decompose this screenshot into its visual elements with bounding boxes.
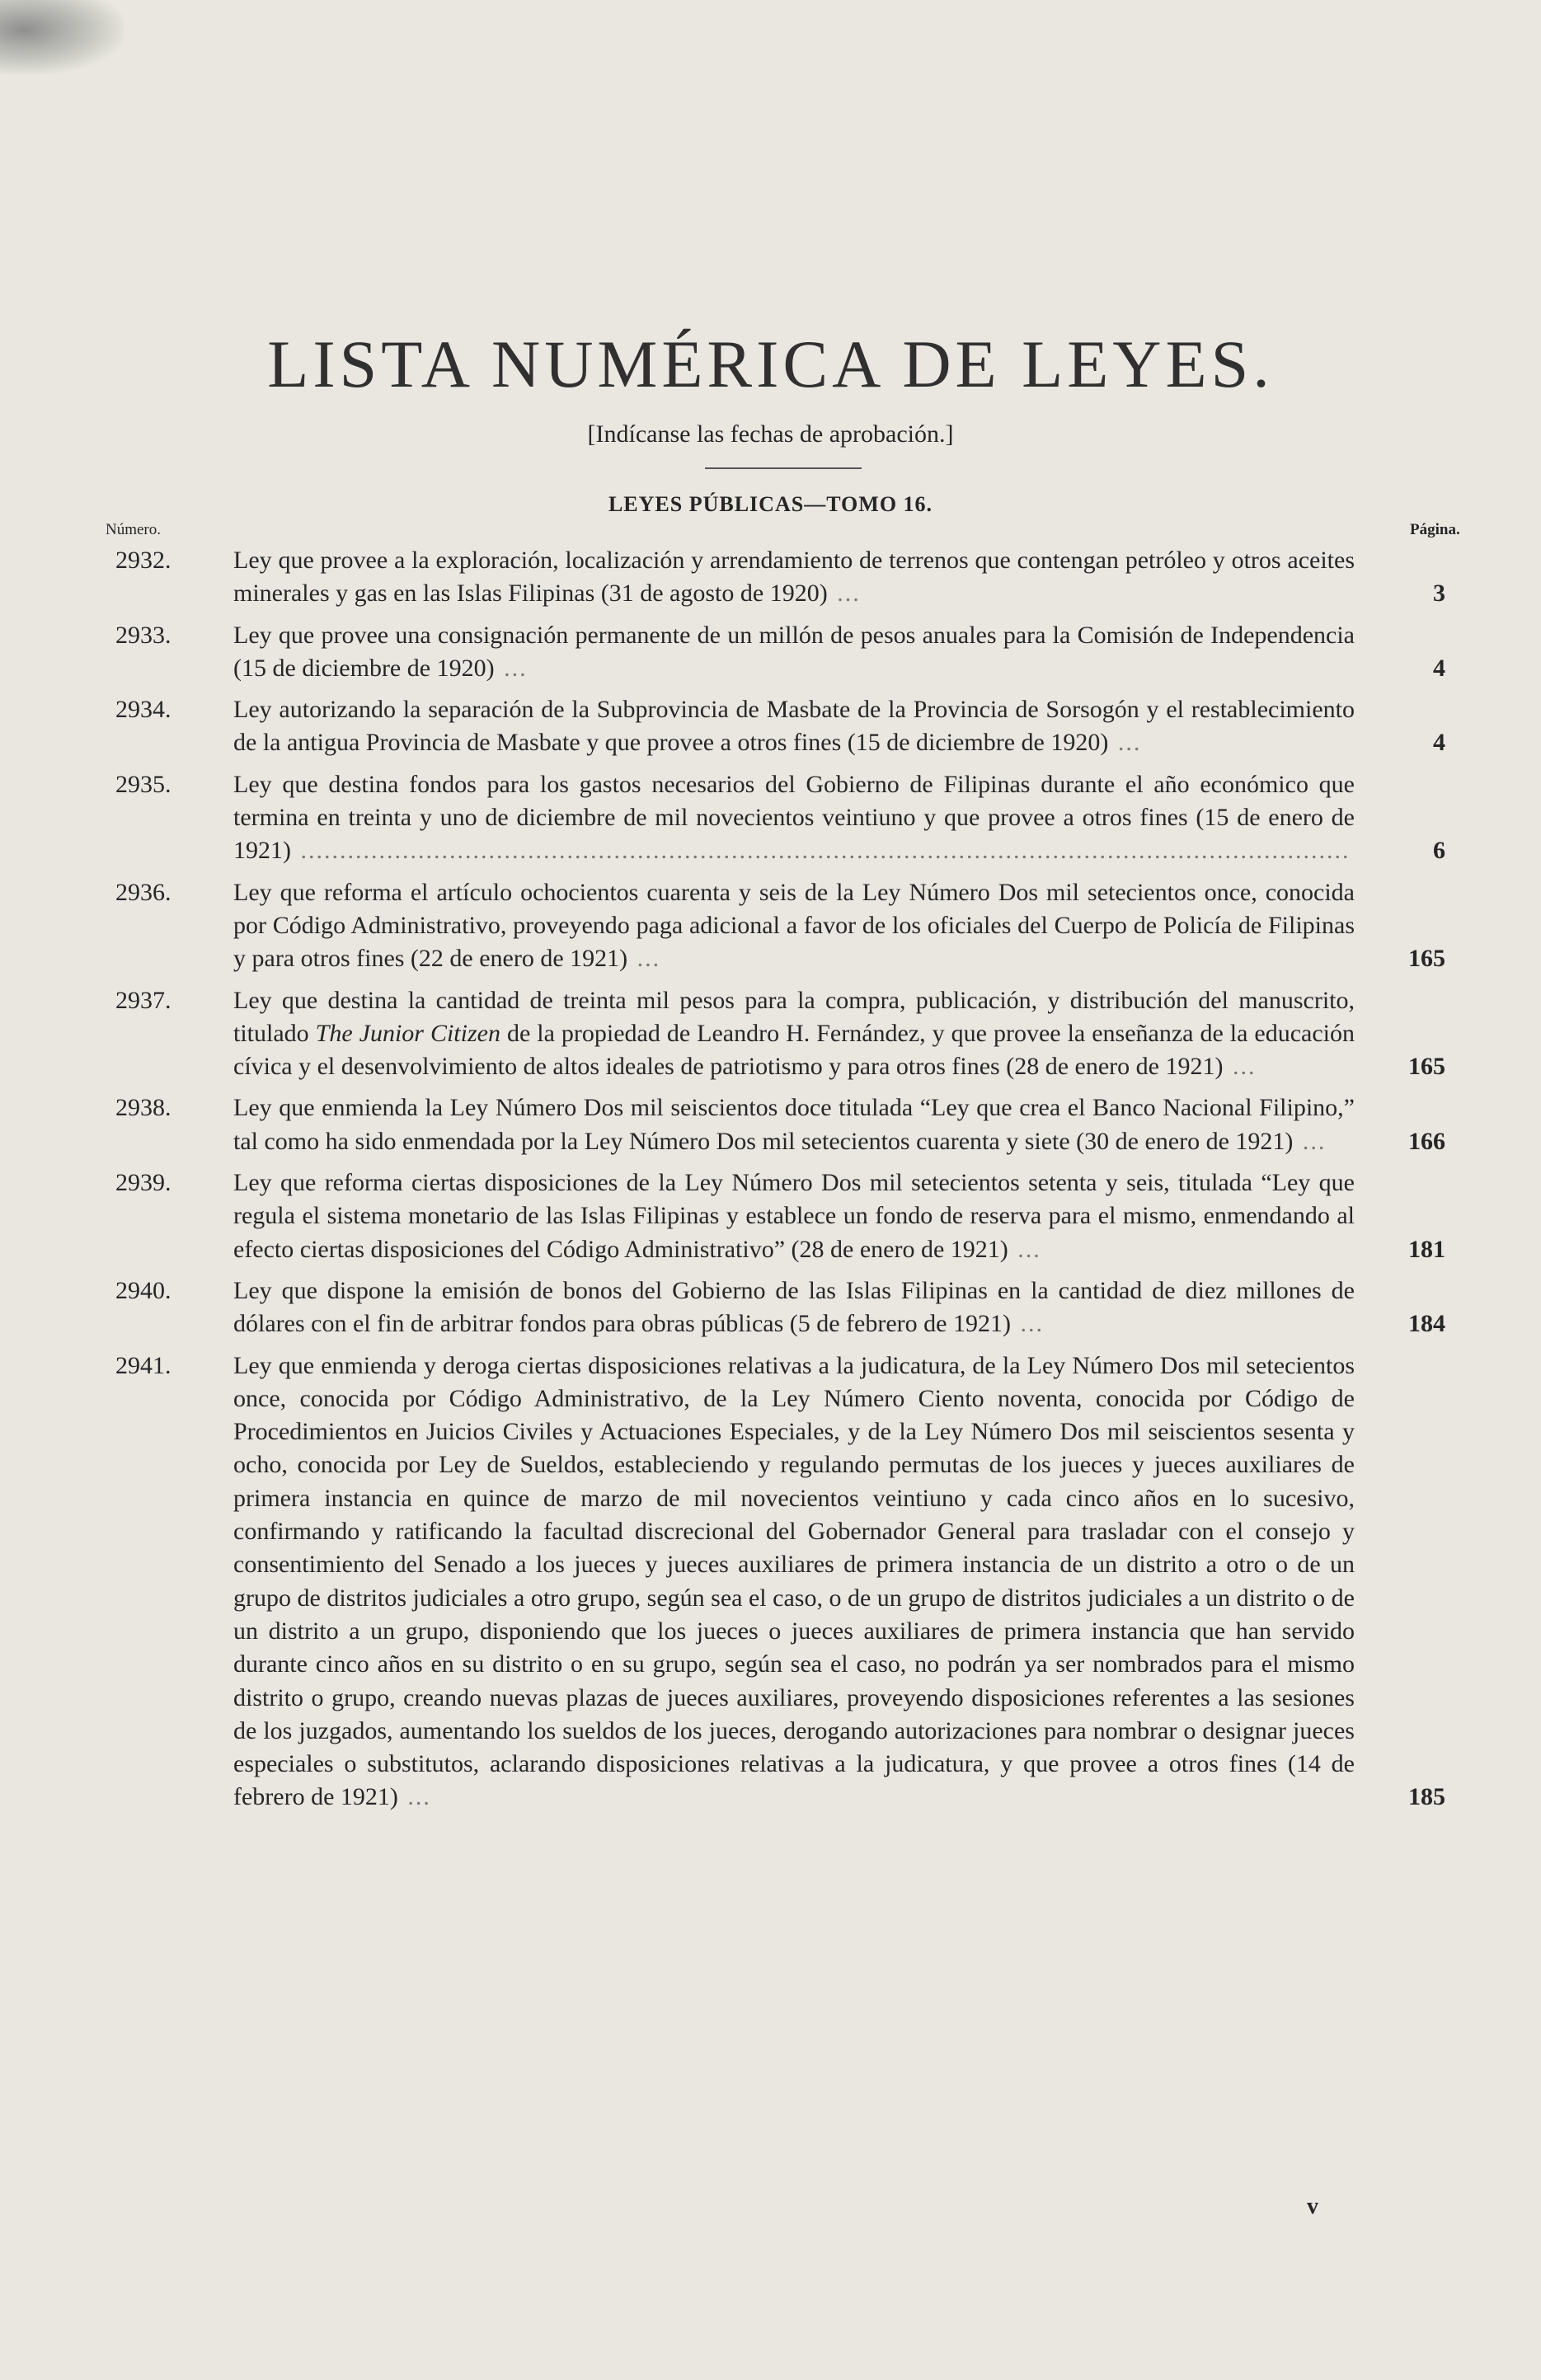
law-number: 2933. bbox=[115, 621, 171, 649]
law-entry bbox=[106, 619, 1445, 686]
law-page: 166 bbox=[1408, 1127, 1445, 1155]
law-page: 4 bbox=[1433, 729, 1445, 757]
law-description: Ley que dispone la emisión de bonos del Gobierno de las Islas Filipinas en la cantidad de diez millones de dólares con el fin de arbitrar fondos para obras públicas (5 de febrero de 1921) bbox=[233, 1276, 1355, 1338]
law-number: 2937. bbox=[115, 986, 171, 1014]
law-description: Ley autorizando la separación de la Subprovincia de Masbate de la Provincia de Sorsogón y el restablecimiento de la antigua Provincia de Masbate y que provee a otros fines (15 de diciembre de 1920) bbox=[233, 696, 1355, 757]
law-description: Ley que provee a la exploración, localización y arrendamiento de terrenos que contengan petróleo y otros aceites minerales y gas en las Islas Filipinas (31 de agosto de 1920) bbox=[233, 547, 1355, 608]
law-number: 2936. bbox=[115, 878, 171, 906]
law-list bbox=[106, 544, 1445, 1823]
law-number: 2938. bbox=[115, 1094, 171, 1122]
dot-leader: ...................................................................................................................................... bbox=[300, 837, 1351, 865]
section-heading: LEYES PÚBLICAS—TOMO 16. bbox=[608, 492, 933, 516]
law-page: 165 bbox=[1408, 945, 1445, 973]
law-number: 2940. bbox=[115, 1276, 171, 1304]
dot-leader: ... bbox=[407, 1783, 431, 1811]
law-description: Ley que destina fondos para los gastos necesarios del Gobierno de Filipinas durante el año económico que termina en treinta y uno de diciembre de mil novecientos veintiuno y que provee a otros fines (15 de enero de 1921) bbox=[233, 770, 1355, 865]
dot-leader: ... bbox=[504, 654, 528, 682]
law-entry bbox=[106, 1350, 1445, 1814]
column-header-number: Número. bbox=[106, 521, 162, 538]
dot-leader: ... bbox=[1117, 729, 1142, 757]
law-page: 181 bbox=[1408, 1235, 1445, 1263]
law-description: Ley que enmienda y deroga ciertas disposiciones relativas a la judicatura, de la Ley Número Dos mil setecientos once, conocida por Código Administrativo, de la Ley Número Ciento noventa, conocida por Código de Procedimientos en Juicios Civiles y Actuaciones Especiales, y de la Ley Número Dos mil seiscientos sesenta y ocho, conocida por Ley de Sueldos, estableciendo y regulando permutas de los jueces y jueces auxiliares de primera instancia en quince de marzo de mil novecientos veintiuno y cada cinco años en lo sucesivo, confirmando y ratificando la facultad discrecional del Gobernador General para trasladar con el consejo y consentimiento del Senado a los jueces y jueces auxiliares de primera instancia de un distrito a otro o de un grupo de distritos judiciales a otro grupo, según sea el caso, o de un grupo de distritos judiciales a un distrito o de un distrito a un grupo, disponiendo que los jueces o jueces auxiliares de primera instancia que han servido durante cinco años en su distrito o en su grupo, según sea el caso, no podrán ya ser nombrados para el mismo distrito o grupo, creando nuevas plazas de jueces auxiliares, proveyendo disposiciones referentes a las sesiones de los juzgados, aumentando los sueldos de los jueces, derogando autorizaciones para nombrar o designar jueces especiales o substitutos, aclarando disposiciones relativas a la judicatura, y que provee a otros fines (14 de febrero de 1921) bbox=[233, 1351, 1355, 1811]
law-description-start: Ley que destina la cantidad de treinta mil pesos para la compra, publicación, y distribución del manuscrito, titulado bbox=[233, 986, 1355, 1047]
law-description: Ley que enmienda la Ley Número Dos mil seiscientos doce titulada “Ley que crea el Banco Nacional Filipino,” tal como ha sido enmendada por la Ley Número Dos mil setecientos cuarenta y siete (30 de enero de 1921) bbox=[233, 1094, 1355, 1155]
dot-leader: ... bbox=[637, 945, 661, 973]
law-description bbox=[233, 987, 1355, 1081]
law-description: Ley que reforma el artículo ochocientos cuarenta y seis de la Ley Número Dos mil setecientos once, conocida por Código Administrativo, proveyendo paga adicional a favor de los oficiales del Cuerpo de Policía de Filipinas y para otros fines (22 de enero de 1921) bbox=[233, 878, 1355, 973]
page-title: LISTA NUMÉRICA DE LEYES. bbox=[267, 326, 1274, 401]
law-page: 185 bbox=[1408, 1783, 1445, 1811]
law-entry bbox=[106, 693, 1445, 760]
dot-leader: ... bbox=[1302, 1127, 1327, 1155]
law-description-end: de la propiedad de Leandro H. Fernández, y que provee la enseñanza de la educación cívica y el desenvolvimiento de altos ideales de patriotismo y para otros fines (28 de enero de 1921) bbox=[233, 1019, 1355, 1081]
law-entry bbox=[106, 768, 1445, 868]
law-number: 2941. bbox=[115, 1351, 171, 1379]
law-description: Ley que provee una consignación permanente de un millón de pesos anuales para la Comisión de Independencia (15 de diciembre de 1920) bbox=[233, 621, 1355, 682]
title-rule bbox=[705, 467, 862, 469]
law-entry bbox=[106, 1274, 1445, 1341]
law-page: 184 bbox=[1408, 1310, 1445, 1338]
law-entry bbox=[106, 1167, 1445, 1266]
column-header-page: Página. bbox=[1410, 521, 1460, 538]
dot-leader: ... bbox=[1020, 1310, 1044, 1338]
law-page: 4 bbox=[1433, 654, 1445, 682]
law-number: 2934. bbox=[115, 696, 171, 724]
page-subtitle: [Indícanse las fechas de aprobación.] bbox=[587, 420, 954, 448]
law-page: 3 bbox=[1433, 580, 1445, 608]
scan-smudge bbox=[0, 0, 124, 74]
book-title: The Junior Citizen bbox=[315, 1019, 500, 1047]
law-entry bbox=[106, 1091, 1445, 1158]
law-number: 2932. bbox=[115, 547, 171, 574]
law-page: 6 bbox=[1433, 837, 1445, 865]
dot-leader: ... bbox=[1017, 1235, 1041, 1263]
dot-leader: ... bbox=[1232, 1053, 1257, 1081]
law-number: 2935. bbox=[115, 770, 171, 798]
law-entry bbox=[106, 544, 1445, 611]
law-number: 2939. bbox=[115, 1169, 171, 1197]
law-entry bbox=[106, 876, 1445, 976]
dot-leader: ... bbox=[837, 580, 861, 608]
law-description: Ley que reforma ciertas disposiciones de la Ley Número Dos mil setecientos setenta y seis, titulada “Ley que regula el sistema monetario de las Islas Filipinas y establece un fondo de reserva para el mismo, enmendando al efecto ciertas disposiciones del Código Administrativo” (28 de enero de 1921) bbox=[233, 1169, 1355, 1263]
page-folio: v bbox=[1307, 2194, 1318, 2219]
law-page: 165 bbox=[1408, 1053, 1445, 1081]
law-entry bbox=[106, 984, 1445, 1084]
